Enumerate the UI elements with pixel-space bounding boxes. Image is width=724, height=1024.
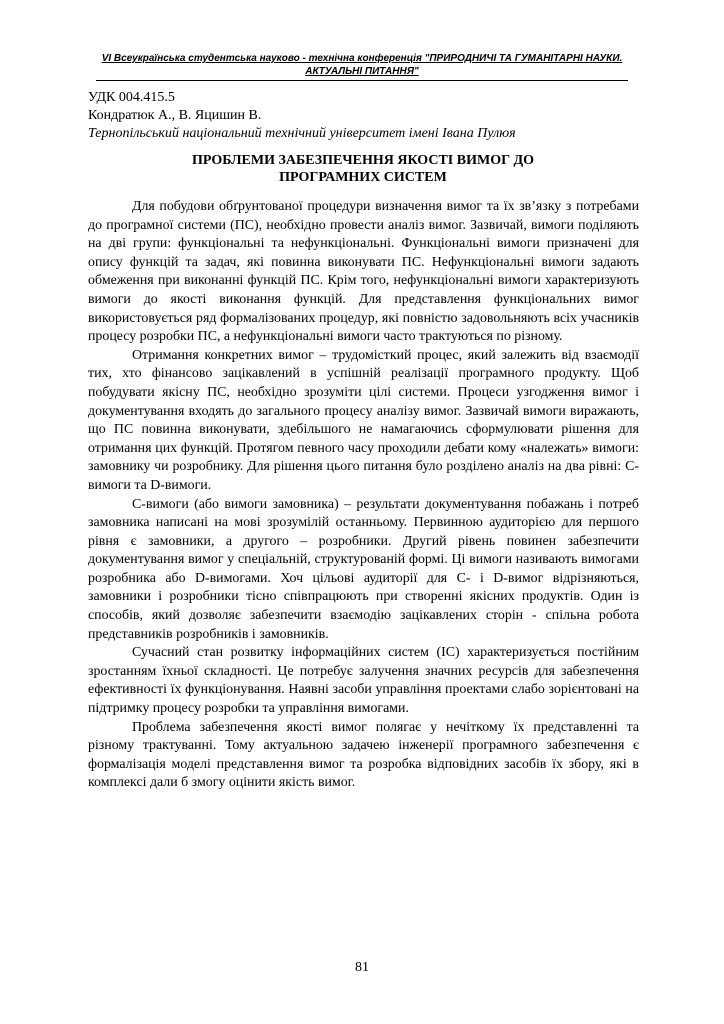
affiliation: Тернопільський національний технічний університет імені Івана Пулюя — [88, 126, 516, 141]
paragraph: Для побудови обґрунтованої процедури визначення вимог та їх зв’язку з потребами до програмної системи (ПС), необхідно провести аналіз вимог. Зазвичай, вимоги поділяють на дві групи: функціональні та нефункціональні. Функціональні вимоги призначені для опису функцій та задач, які повинна виконувати ПС. Нефункціональні вимоги задають обмеження при виконанні функцій ПС. Крім того, нефункціональні вимоги характеризують вимоги до якості виконання функцій. Для представлення функціональних вимог використовується ряд формалізованих процедур, які повністю задовольняють всіх учасників процесу розробки ПС, а нефункціональні вимоги часто трактуються по різному. — [88, 199, 639, 345]
article-title-line1: ПРОБЛЕМИ ЗАБЕЗПЕЧЕННЯ ЯКОСТІ ВИМОГ ДО — [191, 153, 535, 168]
paragraph: Отримання конкретних вимог – трудомісткий процес, який залежить від взаємодії тих, хто фінансово зацікавлений в успішній реалізації програмного продукту. Щоб побудувати якісну ПС, необхідно зрозуміти цілі системи. Процеси узгодження вимог і документування входять до загального процесу аналізу вимог. Зазвичай вимоги виражають, що ПС повинна виконувати, здебільшого не намагаючись сформулювати рішення для отримання цих функцій. Протягом певного часу проходили дебати кому «належать» вимоги: замовнику чи розробнику. Для рішення цього питання було розділено аналіз на два рівні: С-вимоги та D-вимоги. — [88, 347, 639, 493]
page-number: 81 — [355, 960, 369, 975]
paragraph: Проблема забезпечення якості вимог полягає у нечіткому їх представленні та різному трактуванні. Тому актуальною задачею інженерії програмного забезпечення є формалізація моделі представлення вимог та розробка відповідних засобів їх збору, які в комплексі дали б змогу оцінити якість вимог. — [88, 719, 639, 791]
paragraph: Сучасний стан розвитку інформаційних систем (ІС) характеризується постійним зростанням їхньої складності. Це потребує залучення значних ресурсів для забезпечення ефективності їх функціонування. Наявні засоби управління проектами слабо зорієнтовані на підтримку процесу розробки та управління вимогами. — [88, 645, 639, 717]
conference-header-line2: АКТУАЛЬНІ ПИТАННЯ" — [305, 66, 419, 77]
article-title-line2: ПРОГРАМНИХ СИСТЕМ — [279, 170, 447, 185]
paragraph: С-вимоги (або вимоги замовника) – результати документування побажань і потреб замовника написані на мові зрозумілій останньому. Первинною аудиторією для першого рівня є замовники, а другого – розробники. Другий рівень повинен забезпечити документування вимог у спеціальній, структурованій формі. Ці вимоги називають вимогами розробника або D-вимогами. Хоч цільові аудиторії для С- і D-вимог відрізняються, замовники і розробники тісно співпрацюють при створенні якісних продуктів. Один із способів, який дозволяє забезпечити взаємодію зацікавлених сторін - спільна робота представників розробників і замовників. — [88, 496, 639, 642]
conference-header — [96, 52, 628, 81]
article-body — [88, 198, 639, 793]
article-meta — [88, 89, 648, 143]
article-title — [88, 152, 638, 186]
authors: Кондратюк А., В. Яцишин В. — [88, 108, 262, 123]
udc-code: УДК 004.415.5 — [88, 90, 175, 105]
conference-header-line1: VI Всеукраїнська студентська науково - технічна конференція "ПРИРОДНИЧІ ТА ГУМАНІТАРНІ НАУКИ. — [101, 53, 623, 64]
